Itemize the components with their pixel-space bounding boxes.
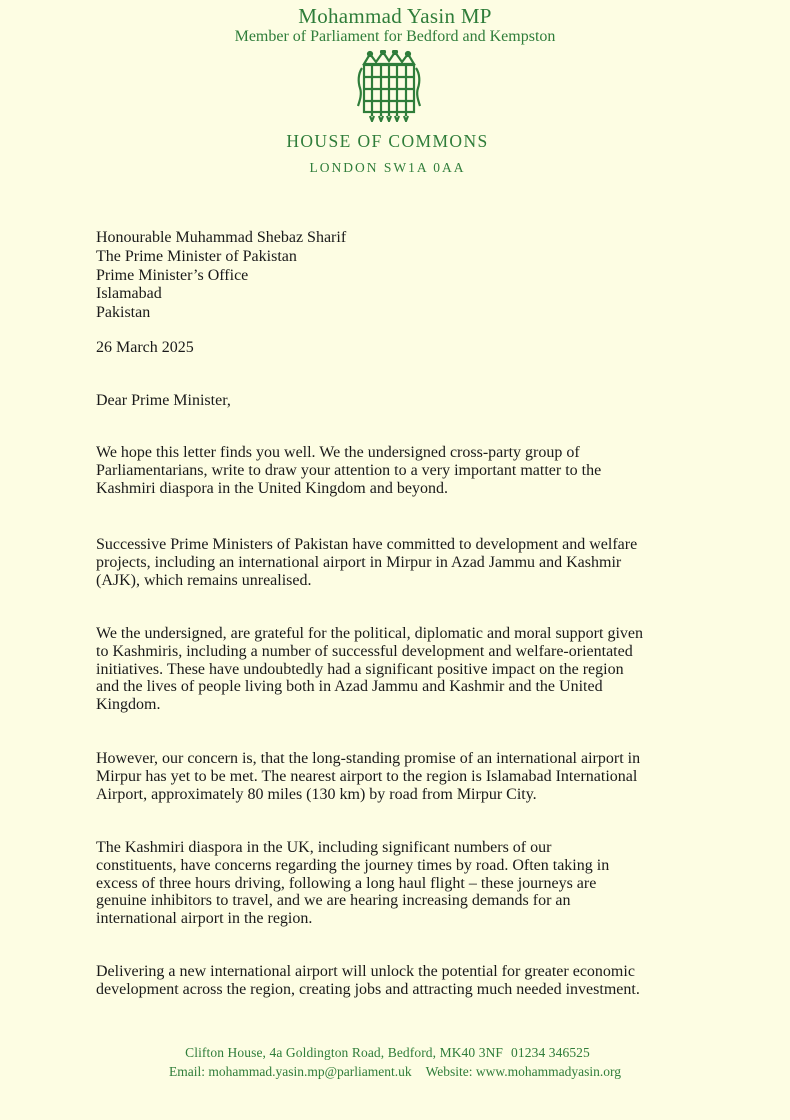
paragraph-line: We the undersigned, are grateful for the political, diplomatic and moral support given (96, 625, 643, 642)
footer-email: Email: mohammad.yasin.mp@parliament.uk (168, 1064, 412, 1079)
paragraph-line: Parliamentarians, write to draw your attention to a very important matter to the (96, 461, 602, 479)
paragraph-line: initiatives. These have undoubtedly had a significant positive impact on the region (96, 660, 624, 678)
house-of-commons-heading: HOUSE OF COMMONS (286, 131, 489, 151)
footer-phone: 01234 346525 (511, 1045, 590, 1060)
recipient-line: The Prime Minister of Pakistan (96, 247, 297, 265)
mp-name: Mohammad Yasin MP (298, 4, 492, 28)
paragraph-line: (AJK), which remains unrealised. (96, 571, 312, 589)
recipient-address (96, 229, 346, 323)
paragraph-3 (96, 625, 736, 714)
paragraph-line: However, our concern is, that the long-standing promise of an international airport in (96, 750, 641, 767)
footer-address-line (0, 1045, 775, 1061)
paragraph-line: constituents, have concerns regarding the journey times by road. Often taking in (96, 856, 610, 874)
portcullis-icon (356, 50, 422, 122)
paragraph-2 (96, 536, 736, 589)
salutation: Dear Prime Minister, (96, 392, 231, 409)
recipient-line: Honourable Muhammad Shebaz Sharif (96, 229, 347, 246)
footer-contact-line (0, 1064, 790, 1080)
paragraph-line: We hope this letter finds you well. We the undersigned cross-party group of (96, 444, 580, 461)
london-address: LONDON SW1A 0AA (309, 160, 466, 175)
paragraph-line: international airport in the region. (96, 910, 313, 928)
paragraph-4 (96, 750, 736, 803)
paragraph-line: development across the region, creating jobs and attracting much needed investment. (96, 980, 640, 998)
paragraph-line: to Kashmiris, including a number of successful development and welfare-orientated (96, 642, 633, 660)
paragraph-5 (96, 839, 736, 928)
paragraph-line: Successive Prime Ministers of Pakistan have committed to development and welfare (96, 536, 638, 553)
paragraph-line: The Kashmiri diaspora in the UK, including significant numbers of our (96, 839, 552, 856)
paragraph-line: Mirpur has yet to be met. The nearest airport to the region is Islamabad International (96, 767, 638, 785)
paragraph-line: projects, including an international airport in Mirpur in Azad Jammu and Kashmir (96, 553, 622, 571)
recipient-line: Pakistan (96, 304, 151, 322)
mp-role: Member of Parliament for Bedford and Kempston (234, 28, 556, 45)
paragraph-line: and the lives of people living both in Azad Jammu and Kashmir and the United (96, 678, 603, 696)
paragraph-1 (96, 444, 736, 497)
footer-address: Clifton House, 4a Goldington Road, Bedford, MK40 3NF (185, 1045, 504, 1060)
paragraph-line: excess of three hours driving, following a long haul flight – these journeys are (96, 874, 597, 892)
paragraph-line: Kashmiri diaspora in the United Kingdom and beyond. (96, 479, 448, 497)
recipient-line: Islamabad (96, 285, 162, 303)
recipient-line: Prime Minister’s Office (96, 266, 249, 284)
paragraph-6 (96, 963, 736, 999)
paragraph-line: Kingdom. (96, 696, 161, 714)
paragraph-line: Airport, approximately 80 miles (130 km) by road from Mirpur City. (96, 785, 537, 803)
paragraph-line: genuine inhibitors to travel, and we are hearing increasing demands for an (96, 892, 571, 910)
paragraph-line: Delivering a new international airport will unlock the potential for greater economic (96, 963, 635, 980)
footer-website: Website: www.mohammadyasin.org (425, 1064, 622, 1079)
letter-date: 26 March 2025 (96, 339, 194, 356)
